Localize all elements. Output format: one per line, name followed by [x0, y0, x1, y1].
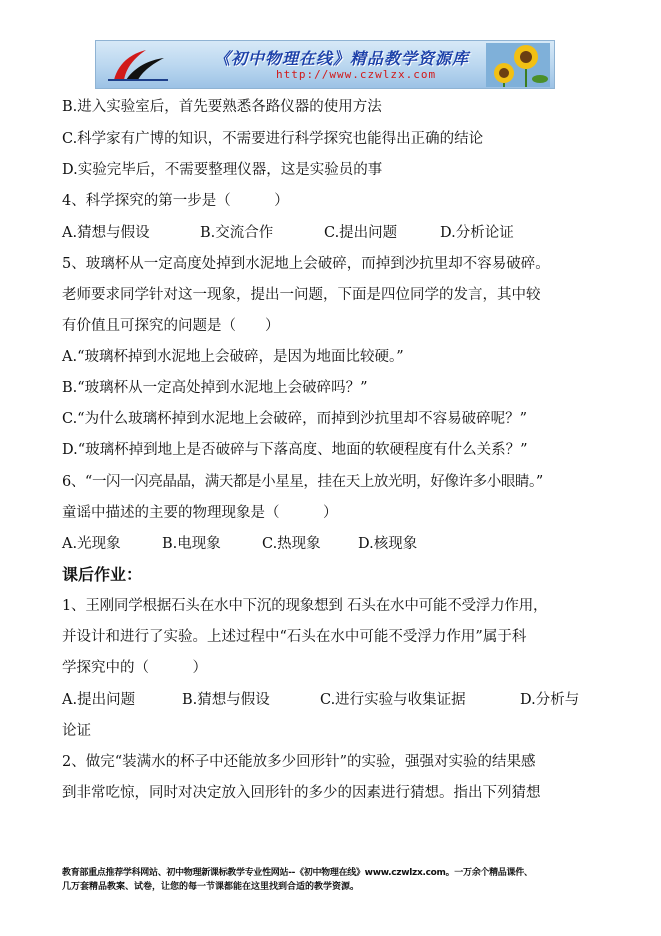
option-c: C.热现象 — [262, 536, 321, 552]
option-d: D.核现象 — [358, 536, 418, 552]
question-6-text: 童谣中描述的主要的物理现象是（ ） — [62, 505, 338, 521]
option-c: C.提出问题 — [324, 225, 398, 241]
homework-2-text: 2、做完“装满水的杯子中还能放多少回形针”的实验，强强对实验的结果感 — [62, 754, 536, 770]
sunflower-icon — [486, 43, 550, 87]
header-banner — [95, 40, 555, 89]
option-a: A.“玻璃杯掉到水泥地上会破碎，是因为地面比较硬。” — [62, 349, 404, 365]
option-d: D.分析论证 — [440, 225, 514, 241]
question-4: 4、科学探究的第一步是（ ） — [62, 193, 289, 209]
option-b: B.“玻璃杯从一定高处掉到水泥地上会破碎吗？” — [62, 380, 368, 396]
option-b: B.交流合作 — [200, 225, 274, 241]
banner-url[interactable]: http://www.czwlzx.com — [276, 68, 437, 81]
option-a: A.提出问题 — [62, 692, 136, 708]
homework-1-text: 1、王刚同学根据石头在水中下沉的现象想到 石头在水中可能不受浮力作用， — [62, 598, 548, 614]
homework-1-options — [62, 691, 579, 709]
page-footer — [62, 866, 602, 894]
site-logo-icon — [104, 46, 174, 84]
footer-line: 教育部重点推荐学科网站、初中物理新课标教学专业性网站--《初中物理在线》www.czwlzx.com。一万余个精品课件、 — [62, 868, 533, 878]
footer-line: 几万套精品教案、试卷，让您的每一节课都能在这里找到合适的教学资源。 — [62, 882, 360, 892]
question-5-text: 老师要求同学针对这一现象，提出一问题，下面是四位同学的发言，其中较 — [62, 287, 541, 303]
option-b: B.电现象 — [162, 536, 221, 552]
section-heading: 课后作业： — [62, 565, 143, 584]
question-6-text: 6、“一闪一闪亮晶晶，满天都是小星星，挂在天上放光明，好像许多小眼睛。” — [62, 474, 543, 490]
homework-2-text: 到非常吃惊，同时对决定放入回形针的多少的因素进行猜想。指出下列猜想 — [62, 785, 541, 801]
option-d-continued: 论证 — [62, 723, 91, 739]
homework-1-text: 学探究中的（ ） — [62, 660, 207, 676]
banner-title: 《初中物理在线》精品教学资源库 — [214, 49, 470, 68]
option-c: C.进行实验与收集证据 — [320, 692, 466, 708]
option-d: D.“玻璃杯掉到地上是否破碎与下落高度、地面的软硬程度有什么关系？” — [62, 442, 528, 458]
option-line: B.进入实验室后，首先要熟悉各路仪器的使用方法 — [62, 99, 382, 115]
option-b: B.猜想与假设 — [182, 692, 270, 708]
question-6-options — [62, 535, 417, 553]
question-4-options — [62, 224, 514, 242]
option-line: D.实验完毕后，不需要整理仪器，这是实验员的事 — [62, 162, 383, 178]
option-a: A.猜想与假设 — [62, 225, 150, 241]
homework-1-text: 并设计和进行了实验。上述过程中“石头在水中可能不受浮力作用”属于科 — [62, 629, 527, 645]
question-5-text: 有价值且可探究的问题是（ ） — [62, 318, 280, 334]
option-d: D.分析与 — [520, 692, 580, 708]
option-line: C.科学家有广博的知识，不需要进行科学探究也能得出正确的结论 — [62, 131, 484, 147]
question-5-text: 5、玻璃杯从一定高度处掉到水泥地上会破碎，而掉到沙抗里却不容易破碎。 — [62, 256, 550, 272]
option-c: C.“为什么玻璃杯掉到水泥地上会破碎，而掉到沙抗里却不容易破碎呢？” — [62, 411, 528, 427]
option-a: A.光现象 — [62, 536, 121, 552]
